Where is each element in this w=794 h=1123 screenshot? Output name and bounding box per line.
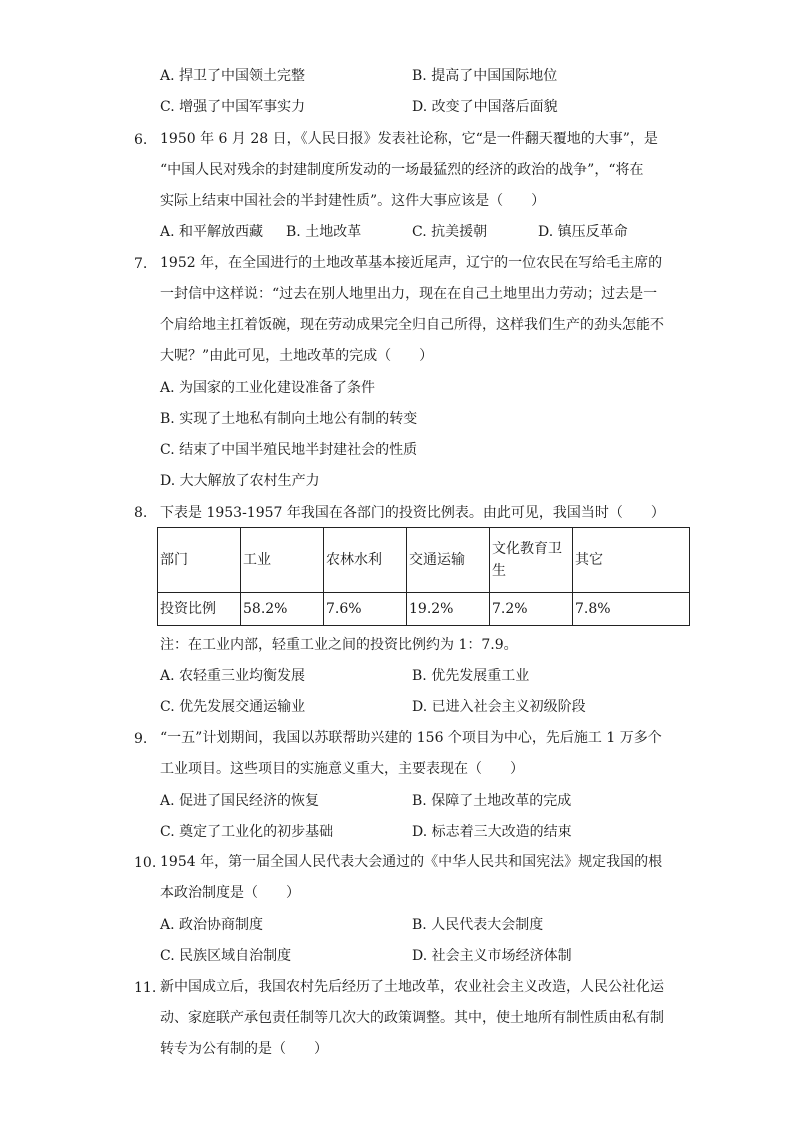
table-cell: 58.2% [241, 593, 324, 626]
q10-options-row-2 [160, 946, 680, 966]
q6-stem-line: 实际上结束中国社会的半封建性质”。这件大事应该是（ ） [160, 193, 546, 209]
q7-stem-line: 一封信中这样说：“过去在别人地里出力，现在在自己土地里出力劳动；过去是一 [160, 286, 658, 302]
q11-stem [160, 972, 682, 1065]
q8-option-d[interactable]: D. 已进入社会主义初级阶段 [412, 699, 586, 715]
q9-option-d[interactable]: D. 标志着三大改造的结束 [412, 824, 572, 840]
q7-stem-line: 1952 年，在全国进行的土地改革基本接近尾声，辽宁的一位农民在写给毛主席的 [160, 255, 663, 271]
q10-option-a[interactable]: A. 政治协商制度 [160, 917, 264, 933]
q8-stem: 下表是 1953-1957 年我国在各部门的投资比例表。由此可见，我国当时（ ） [160, 505, 665, 521]
q10-options-row-1 [160, 915, 680, 935]
q11-stem-line: 转专为公有制的是（ ） [160, 1041, 328, 1057]
q10-number: 10. [134, 855, 157, 871]
q8-options-row-1 [160, 666, 680, 686]
q7-number: 7. [134, 256, 148, 272]
q5-option-b[interactable]: B. 提高了中国国际地位 [412, 68, 558, 84]
q9-stem-line: “一五”计划期间，我国以苏联帮助兴建的 156 个项目为中心，先后施工 1 万多个 [160, 730, 662, 746]
table-cell: 7.8% [573, 593, 690, 626]
q6-option-d[interactable]: D. 镇压反革命 [538, 224, 628, 240]
q8-option-a[interactable]: A. 农轻重三业均衡发展 [160, 668, 306, 684]
q5-options-row-1 [160, 66, 680, 86]
q10-stem-line: 1954 年，第一届全国人民代表大会通过的《中华人民共和国宪法》规定我国的根 [160, 854, 663, 870]
table-cell: 7.6% [324, 593, 407, 626]
q9-options-row-1 [160, 791, 680, 811]
q8-options-row-2 [160, 697, 680, 717]
q8-number: 8. [134, 505, 148, 521]
q11-number: 11. [134, 980, 157, 996]
q10-stem [160, 847, 682, 909]
q11-stem-line: 新中国成立后，我国农村先后经历了土地改革，农业社会主义改造，人民公社化运 [160, 979, 664, 995]
table-cell: 农林水利 [324, 528, 407, 593]
q7-option-b[interactable]: B. 实现了土地私有制向土地公有制的转变 [160, 411, 418, 427]
q5-option-d[interactable]: D. 改变了中国落后面貌 [412, 99, 558, 115]
table-cell: 工业 [241, 528, 324, 593]
table-cell: 交通运输 [407, 528, 490, 593]
q10-option-d[interactable]: D. 社会主义市场经济体制 [412, 948, 572, 964]
q7-stem-line: 个肩给地主扛着饭碗，现在劳动成果完全归自己所得，这样我们生产的劲头怎能不 [160, 317, 664, 333]
q6-option-a[interactable]: A. 和平解放西藏 [160, 224, 264, 240]
q7-option-d[interactable]: D. 大大解放了农村生产力 [160, 473, 320, 489]
q6-option-c[interactable]: C. 抗美援朝 [412, 224, 488, 240]
q7-stem [160, 248, 682, 372]
q7-option-a[interactable]: A. 为国家的工业化建设准备了条件 [160, 380, 376, 396]
q5-option-c[interactable]: C. 增强了中国军事实力 [160, 99, 306, 115]
table-cell: 其它 [573, 528, 690, 593]
q6-stem-line: “中国人民对残余的封建制度所发动的一场最猛烈的经济的政治的战争”，“将在 [160, 162, 644, 178]
q6-option-b[interactable]: B. 土地改革 [286, 224, 362, 240]
q5-options-row-2 [160, 97, 680, 117]
q6-stem-line: 1950 年 6 月 28 日，《人民日报》发表社论称，它“是一件翻天覆地的大事”，是 [160, 131, 658, 147]
table-cell: 部门 [158, 528, 241, 593]
table-cell: 19.2% [407, 593, 490, 626]
table-header-row [158, 528, 690, 593]
q9-option-c[interactable]: C. 奠定了工业化的初步基础 [160, 824, 334, 840]
q10-stem-line: 本政治制度是（ ） [160, 885, 300, 901]
q9-option-a[interactable]: A. 促进了国民经济的恢复 [160, 793, 320, 809]
q9-stem [160, 723, 682, 785]
q8-option-c[interactable]: C. 优先发展交通运输业 [160, 699, 306, 715]
q10-option-c[interactable]: C. 民族区域自治制度 [160, 948, 292, 964]
table-row [158, 593, 690, 626]
q9-options-row-2 [160, 822, 680, 842]
table-cell: 7.2% [490, 593, 573, 626]
q6-stem [160, 124, 682, 217]
q9-option-b[interactable]: B. 保障了土地改革的完成 [412, 793, 572, 809]
q6-number: 6. [134, 132, 148, 148]
q6-options-row [160, 222, 680, 242]
q9-stem-line: 工业项目。这些项目的实施意义重大，主要表现在（ ） [160, 761, 524, 777]
q8-option-b[interactable]: B. 优先发展重工业 [412, 668, 530, 684]
q7-option-c[interactable]: C. 结束了中国半殖民地半封建社会的性质 [160, 442, 418, 458]
q5-option-a[interactable]: A. 捍卫了中国领土完整 [160, 68, 306, 84]
table-cell: 文化教育卫生 [490, 528, 573, 593]
q9-number: 9. [134, 731, 148, 747]
q11-stem-line: 动、家庭联产承包责任制等几次大的政策调整。其中，使土地所有制性质由私有制 [160, 1010, 664, 1026]
q8-table-note: 注：在工业内部，轻重工业之间的投资比例约为 1：7.9。 [160, 637, 518, 653]
table-cell: 投资比例 [158, 593, 241, 626]
q10-option-b[interactable]: B. 人民代表大会制度 [412, 917, 544, 933]
q7-stem-line: 大呢？”由此可见，土地改革的完成（ ） [160, 348, 434, 364]
investment-table [157, 527, 690, 626]
